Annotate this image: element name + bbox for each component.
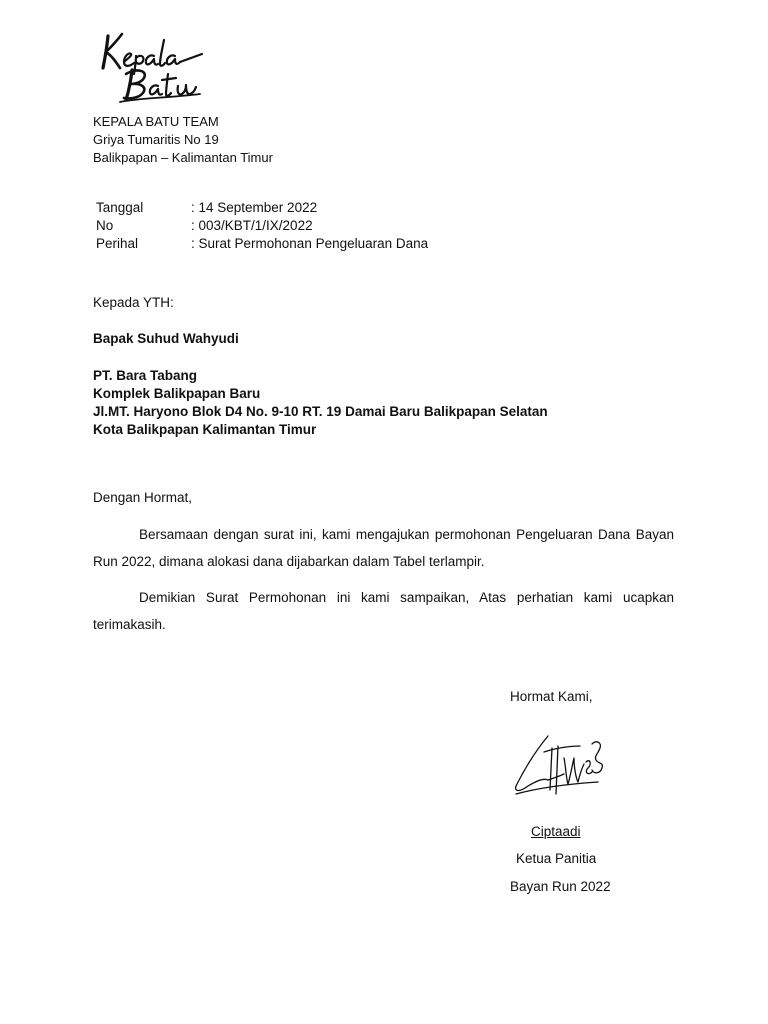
signer-role: Ketua Panitia — [516, 851, 597, 866]
meta-row-subject — [96, 235, 428, 253]
recipient-address — [93, 367, 548, 439]
closing-text: Hormat Kami, — [510, 689, 593, 704]
recipient-company: PT. Bara Tabang — [93, 368, 198, 383]
recipient-address-line: Jl.MT. Haryono Blok D4 No. 9-10 RT. 19 Damai Baru Balikpapan Selatan — [93, 404, 548, 419]
greeting: Dengan Hormat, — [93, 490, 193, 505]
meta-value: : 003/KBT/1/IX/2022 — [191, 218, 313, 233]
meta-row-number — [96, 217, 428, 235]
body-paragraph: Bersamaan dengan surat ini, kami mengajukan permohonan Pengeluaran Dana Bayan Run 2022, dimana alokasi dana dijabarkan dalam Tabel terlampir. — [93, 527, 674, 569]
letter-meta — [96, 199, 428, 253]
meta-label: Tanggal — [96, 200, 144, 215]
sender-name: KEPALA BATU TEAM — [93, 114, 219, 129]
salutation: Kepada YTH: — [93, 295, 174, 310]
signature-image — [508, 728, 608, 806]
sender-address-line: Balikpapan – Kalimantan Timur — [93, 150, 273, 165]
meta-row-date — [96, 199, 428, 217]
sender-address-line: Griya Tumaritis No 19 — [93, 132, 219, 147]
recipient-name: Bapak Suhud Wahyudi — [93, 331, 239, 346]
meta-label: No — [96, 218, 114, 233]
recipient-address-line: Kota Balikpapan Kalimantan Timur — [93, 422, 317, 437]
signer-event: Bayan Run 2022 — [510, 879, 611, 894]
meta-value: : Surat Permohonan Pengeluaran Dana — [191, 236, 429, 251]
body-paragraph: Demikian Surat Permohonan ini kami sampaikan, Atas perhatian kami ucapkan terimakasih. — [93, 590, 674, 632]
recipient-address-line: Komplek Balikpapan Baru — [93, 386, 261, 401]
sender-block — [93, 113, 273, 167]
meta-value: : 14 September 2022 — [191, 200, 318, 215]
meta-label: Perihal — [96, 236, 139, 251]
signer-name: Ciptaadi — [531, 824, 581, 839]
kepala-batu-logo — [98, 28, 210, 106]
